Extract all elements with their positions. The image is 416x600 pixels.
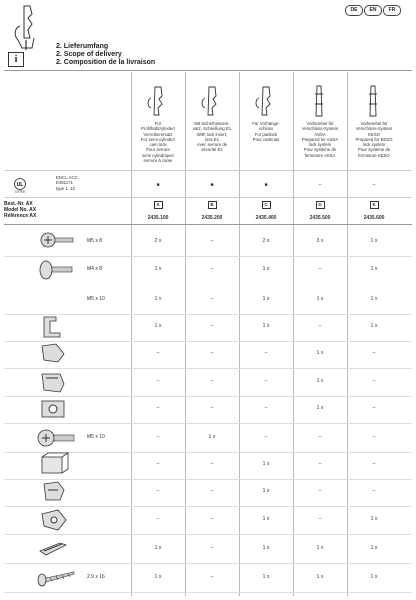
quantity-cell: 1 x — [370, 516, 378, 522]
quantity-cell: – — [318, 488, 322, 494]
column-description: Für Profilhalbzylinder/ Vorreiberersatz For semi-cylinder/ cam lock Pour serrure semi cylindrique/ serrure à came — [140, 121, 176, 164]
quantity-cell: 1 x — [370, 296, 378, 302]
divider — [4, 197, 412, 198]
variant-letter: C — [262, 201, 271, 209]
ul-listed-logo — [10, 177, 54, 193]
quantity-cell: – — [210, 296, 214, 302]
quantity-cell: 2 x — [154, 238, 162, 244]
quantity-cell: 1 x — [154, 266, 162, 272]
quantity-cell: – — [372, 434, 376, 440]
quantity-cell: 1 x — [262, 574, 270, 580]
product-image-e — [347, 84, 401, 118]
title-en: 2. Scope of delivery — [56, 51, 122, 58]
cert-value: ■ — [210, 182, 214, 188]
lang-badge-fr: FR — [383, 5, 401, 16]
bracket-icon — [30, 311, 92, 341]
quantity-cell: – — [264, 405, 268, 411]
part-size: 2.9 x 16 — [87, 574, 105, 580]
column-description: Für Vorhänge- schloss For padlock Pour cadenas — [252, 121, 280, 142]
quantity-cell: – — [264, 378, 268, 384]
part-size: M4 x 8 — [87, 266, 103, 272]
product-image-c — [239, 84, 293, 118]
quantity-cell: – — [156, 434, 160, 440]
quantity-cell: 1 x — [262, 461, 270, 467]
bolt-icon — [30, 422, 92, 452]
quantity-cell: – — [156, 488, 160, 494]
quantity-cell: 1 x — [316, 296, 324, 302]
quantity-cell: – — [372, 378, 376, 384]
part-size: M5 x 8 — [87, 238, 103, 244]
quantity-cell: – — [210, 350, 214, 356]
svg-text:LISTED: LISTED — [15, 189, 25, 193]
lock-clip-icon — [30, 504, 92, 534]
quantity-cell: – — [264, 434, 268, 440]
order-number: 2435.600 — [363, 215, 385, 221]
info-icon: i — [8, 52, 24, 67]
quantity-cell: 3 x — [316, 238, 324, 244]
quantity-cell: – — [210, 488, 214, 494]
quantity-cell: 1 x — [316, 545, 324, 551]
cert-value: ■ — [264, 182, 268, 188]
clip-icon — [30, 366, 92, 396]
quantity-cell: – — [210, 545, 214, 551]
quantity-cell: – — [210, 574, 214, 580]
cage-nut-icon — [30, 393, 92, 423]
quantity-cell: – — [210, 266, 214, 272]
divider — [4, 224, 412, 225]
quantity-cell: – — [318, 516, 322, 522]
quantity-cell: – — [318, 461, 322, 467]
title-fr: 2. Composition de la livraison — [56, 59, 156, 66]
quantity-cell: 1 x — [154, 323, 162, 329]
row-divider — [4, 592, 412, 593]
wood-screw-icon — [30, 562, 92, 592]
product-image-d — [293, 84, 347, 118]
quantity-cell: – — [372, 405, 376, 411]
quantity-cell: – — [210, 405, 214, 411]
quantity-cell: – — [210, 378, 214, 384]
quantity-cell: – — [210, 323, 214, 329]
variant-letter: A — [154, 201, 163, 209]
quantity-cell: 1 x — [370, 323, 378, 329]
divider — [4, 70, 412, 71]
quantity-cell: 1 x — [262, 545, 270, 551]
quantity-cell: 1 x — [262, 323, 270, 329]
order-number: 2435.100 — [147, 215, 169, 221]
screw-icon — [30, 226, 92, 256]
variant-letter: E — [370, 201, 379, 209]
quantity-cell: – — [372, 488, 376, 494]
quantity-cell: – — [156, 378, 160, 384]
quantity-cell: – — [318, 266, 322, 272]
quantity-cell: 1 x — [262, 266, 270, 272]
block-icon — [30, 449, 92, 479]
quantity-cell: – — [318, 434, 322, 440]
quantity-cell: – — [264, 350, 268, 356]
wall-plug-icon — [30, 533, 92, 563]
quantity-cell: 1 x — [370, 545, 378, 551]
product-image-b — [185, 84, 239, 118]
quantity-cell: – — [372, 350, 376, 356]
lang-badge-de: DE — [345, 5, 363, 16]
quantity-cell: – — [156, 461, 160, 467]
column-description: Mit Sicherheitsein- satz, Schließung E1 With lock insert, lock E1 Avec serrure de sécurité E1 — [192, 121, 232, 153]
quantity-cell: 1 x — [154, 545, 162, 551]
quantity-cell: – — [210, 461, 214, 467]
quantity-cell: 1 x — [316, 405, 324, 411]
quantity-cell: 1 x — [370, 238, 378, 244]
cert-value: ■ — [156, 182, 160, 188]
quantity-cell: 1 x — [262, 516, 270, 522]
quantity-cell: – — [156, 516, 160, 522]
lang-badge-en: EN — [364, 5, 382, 16]
quantity-cell: – — [210, 516, 214, 522]
section-title — [56, 43, 155, 67]
cert-value: – — [372, 182, 376, 188]
cert-info: ENCL.ACC. E491171 type 1, 12 — [56, 175, 79, 191]
order-number: 2435.200 — [201, 215, 223, 221]
variant-letter: B — [208, 201, 217, 209]
svg-text:UL: UL — [16, 182, 24, 188]
part-size: M5 x 10 — [87, 434, 105, 440]
quantity-cell: – — [156, 350, 160, 356]
quantity-cell: 1 x — [262, 488, 270, 494]
quantity-cell: – — [372, 461, 376, 467]
angle-clip-icon — [30, 338, 92, 368]
quantity-cell: 1 x — [316, 378, 324, 384]
quantity-cell: 1 x — [154, 574, 162, 580]
divider — [4, 170, 412, 171]
quantity-cell: 1 x — [208, 434, 216, 440]
quantity-cell: 1 x — [370, 266, 378, 272]
order-labels: Best.-Nr. AX Model No. AX Référence AX — [4, 201, 37, 219]
order-number: 2435.500 — [309, 215, 331, 221]
order-number: 2435.400 — [255, 215, 277, 221]
quantity-cell: – — [210, 238, 214, 244]
quantity-cell: 1 x — [154, 296, 162, 302]
product-image-a — [131, 84, 185, 118]
column-description: Vorbereitet für Verschluss-System ASSA Prepared for ASSA lock system Pour système de fermeture ASSA — [301, 121, 339, 158]
title-de: 2. Lieferumfang — [56, 43, 109, 50]
part-size: M5 x 10 — [87, 296, 105, 302]
quantity-cell: 1 x — [262, 296, 270, 302]
quantity-cell: 1 x — [316, 574, 324, 580]
column-description: Vorbereitet für Verschluss-System KESO Prepared for KESO lock system Pour système de fermeture KESO — [355, 121, 393, 158]
cert-value: – — [318, 182, 322, 188]
quantity-cell: – — [156, 405, 160, 411]
screw-with-washer-icon — [30, 254, 92, 284]
quantity-cell: – — [318, 323, 322, 329]
spring-clip-icon — [30, 476, 92, 506]
quantity-cell: 2 x — [262, 238, 270, 244]
variant-letter: D — [316, 201, 325, 209]
quantity-cell: 1 x — [316, 350, 324, 356]
quantity-cell: 1 x — [370, 574, 378, 580]
